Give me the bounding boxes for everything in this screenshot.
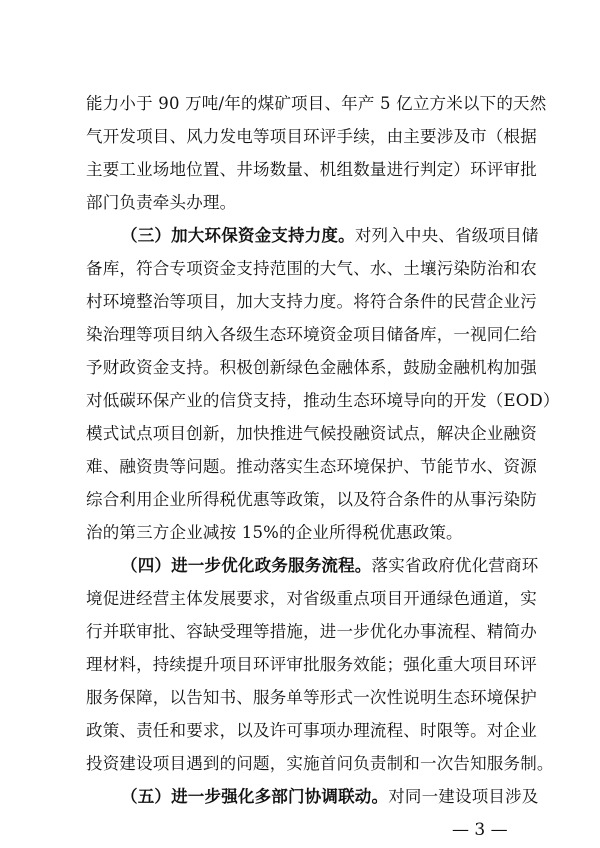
paragraph-line: 主要工业场地位置、井场数量、机组数量进行判定）环评审批	[86, 160, 537, 179]
section-heading-line: （四）进一步优化政务服务流程。落实省政府优化营商环	[121, 556, 539, 575]
paragraph-line: 部门负责牵头办理。	[86, 193, 237, 212]
paragraph-line: 予财政资金支持。积极创新绿色金融体系，鼓励金融机构加强	[86, 358, 537, 377]
paragraph-line: 投资建设项目遇到的问题，实施首问负责制和一次告知服务制。	[86, 754, 554, 773]
paragraph-line: 气开发项目、风力发电等项目环评手续，由主要涉及市（根据	[86, 127, 537, 146]
section-heading-line: （三）加大环保资金支持力度。对列入中央、省级项目储	[121, 226, 539, 245]
paragraph-line: 备库，符合专项资金支持范围的大气、水、土壤污染防治和农	[86, 259, 537, 278]
paragraph-line: 综合利用企业所得税优惠等政策，以及符合条件的从事污染防	[86, 490, 537, 509]
section-heading-3: （三）加大环保资金支持力度。	[121, 226, 355, 245]
paragraph-line: 政策、责任和要求，以及许可事项办理流程、时限等。对企业	[86, 721, 537, 740]
section-heading-5: （五）进一步强化多部门协调联动。	[121, 787, 389, 806]
paragraph-line: 境促进经营主体发展要求，对省级重点项目开通绿色通道，实	[86, 589, 537, 608]
paragraph-line: 难、融资贵等问题。推动落实生态环境保护、节能节水、资源	[86, 457, 537, 476]
paragraph-line: 模式试点项目创新，加快推进气候投融资试点，解决企业融资	[86, 424, 537, 443]
paragraph-line: 村环境整治等项目，加大支持力度。将符合条件的民营企业污	[86, 292, 537, 311]
paragraph-line: 治的第三方企业减按 15%的企业所得税优惠政策。	[86, 523, 463, 542]
paragraph-line: 理材料，持续提升项目环评审批服务效能；强化重大项目环评	[86, 655, 537, 674]
page-number: — 3 —	[452, 820, 508, 840]
paragraph-line: 对低碳环保产业的信贷支持，推动生态环境导向的开发（EOD）	[86, 391, 560, 410]
paragraph-line: 染治理等项目纳入各级生态环境资金项目储备库，一视同仁给	[86, 325, 537, 344]
paragraph-line: 能力小于 90 万吨/年的煤矿项目、年产 5 亿立方米以下的天然	[86, 94, 547, 113]
paragraph-line: 行并联审批、容缺受理等措施，进一步优化办事流程、精简办	[86, 622, 537, 641]
section-heading-4: （四）进一步优化政务服务流程。	[121, 556, 372, 575]
paragraph-line: 服务保障，以告知书、服务单等形式一次性说明生态环境保护	[86, 688, 537, 707]
section-heading-line: （五）进一步强化多部门协调联动。对同一建设项目涉及	[121, 787, 539, 806]
